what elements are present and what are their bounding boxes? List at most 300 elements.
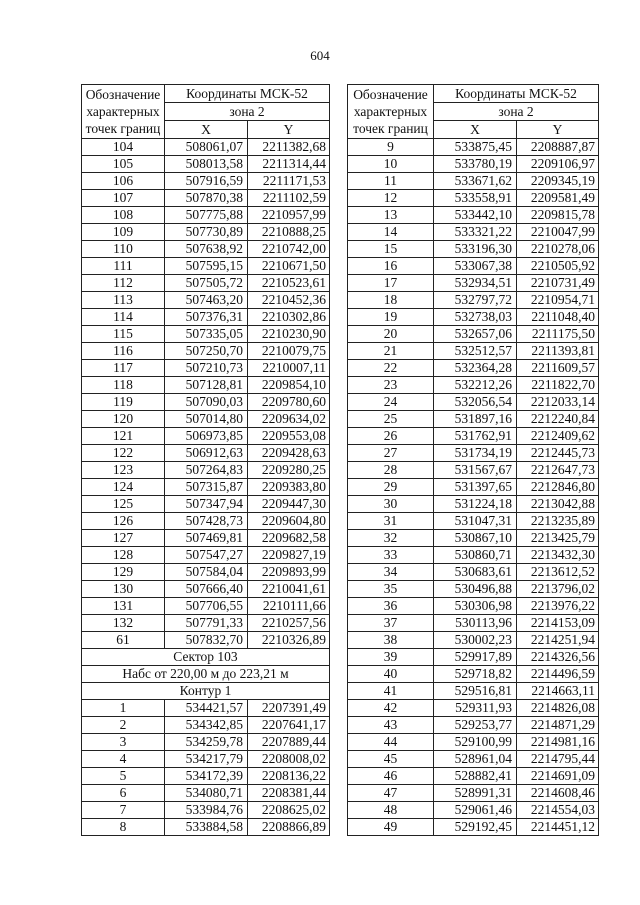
point-id: 121 [82, 428, 165, 445]
table-row [348, 360, 599, 377]
table-row [82, 564, 330, 581]
y-value: 2209280,25 [248, 462, 330, 479]
x-value: 507376,31 [165, 309, 248, 326]
y-value: 2213796,02 [517, 581, 599, 598]
table-row [82, 615, 330, 632]
y-value: 2209604,80 [248, 513, 330, 530]
designation-header [348, 85, 434, 139]
table-row [82, 496, 330, 513]
point-id: 38 [348, 632, 434, 649]
y-value: 2208887,87 [517, 139, 599, 156]
y-value: 2213235,89 [517, 513, 599, 530]
table-row [82, 802, 330, 819]
table-row [82, 292, 330, 309]
table-row [348, 768, 599, 785]
point-id: 48 [348, 802, 434, 819]
coords-header-title: Координаты МСК-52 [165, 85, 330, 103]
point-id: 108 [82, 207, 165, 224]
y-value: 2211048,40 [517, 309, 599, 326]
table-row [348, 258, 599, 275]
table-header-right [348, 85, 599, 139]
point-id: 106 [82, 173, 165, 190]
point-id: 116 [82, 343, 165, 360]
table-row [82, 530, 330, 547]
x-value: 507505,72 [165, 275, 248, 292]
point-id: 44 [348, 734, 434, 751]
y-value: 2214795,44 [517, 751, 599, 768]
point-id: 28 [348, 462, 434, 479]
x-value: 533196,30 [434, 241, 517, 258]
point-id: 122 [82, 445, 165, 462]
point-id: 110 [82, 241, 165, 258]
point-id: 16 [348, 258, 434, 275]
x-value: 534217,79 [165, 751, 248, 768]
x-value: 533884,58 [165, 819, 248, 836]
y-value: 2210257,56 [248, 615, 330, 632]
point-id: 22 [348, 360, 434, 377]
x-value: 507916,59 [165, 173, 248, 190]
x-value: 529253,77 [434, 717, 517, 734]
x-value: 530306,98 [434, 598, 517, 615]
y-value: 2213976,22 [517, 598, 599, 615]
designation-header-line: точек границ [353, 121, 428, 136]
coordinates-table-left [81, 84, 330, 836]
designation-header-line: характерных [353, 104, 428, 119]
x-value: 507469,81 [165, 530, 248, 547]
point-id: 124 [82, 479, 165, 496]
x-value: 529516,81 [434, 683, 517, 700]
y-value: 2214451,12 [517, 819, 599, 836]
table-row [348, 581, 599, 598]
table-row [82, 190, 330, 207]
point-id: 31 [348, 513, 434, 530]
x-value: 532056,54 [434, 394, 517, 411]
x-value: 533671,62 [434, 173, 517, 190]
point-id: 117 [82, 360, 165, 377]
table-row [82, 513, 330, 530]
point-id: 130 [82, 581, 165, 598]
table-row [82, 394, 330, 411]
table-row [82, 768, 330, 785]
x-value: 507128,81 [165, 377, 248, 394]
point-id: 113 [82, 292, 165, 309]
table-row [348, 683, 599, 700]
x-value: 508061,07 [165, 139, 248, 156]
point-id: 118 [82, 377, 165, 394]
point-id: 11 [348, 173, 434, 190]
point-id: 6 [82, 785, 165, 802]
y-value: 2214496,59 [517, 666, 599, 683]
point-id: 3 [82, 734, 165, 751]
x-value: 529192,45 [434, 819, 517, 836]
table-row [82, 462, 330, 479]
table-row [82, 309, 330, 326]
x-value: 533780,19 [434, 156, 517, 173]
point-id: 105 [82, 156, 165, 173]
point-id: 40 [348, 666, 434, 683]
point-id: 43 [348, 717, 434, 734]
x-value: 530496,88 [434, 581, 517, 598]
y-value: 2210047,99 [517, 224, 599, 241]
y-value: 2213612,52 [517, 564, 599, 581]
table-row [348, 343, 599, 360]
x-value: 533442,10 [434, 207, 517, 224]
y-value: 2210671,50 [248, 258, 330, 275]
designation-header-line: точек границ [85, 121, 161, 136]
y-value: 2212846,80 [517, 479, 599, 496]
x-value: 533067,38 [434, 258, 517, 275]
x-value: 507264,83 [165, 462, 248, 479]
point-id: 10 [348, 156, 434, 173]
table-row [348, 700, 599, 717]
table-row [82, 751, 330, 768]
table-row [348, 751, 599, 768]
point-id: 104 [82, 139, 165, 156]
table-row [82, 632, 330, 649]
point-id: 23 [348, 377, 434, 394]
table-row [348, 513, 599, 530]
point-id: 13 [348, 207, 434, 224]
y-value: 2210452,36 [248, 292, 330, 309]
x-value: 507832,70 [165, 632, 248, 649]
left-rows-a [82, 139, 330, 649]
y-value: 2212647,73 [517, 462, 599, 479]
point-id: 114 [82, 309, 165, 326]
table-row [82, 785, 330, 802]
y-value: 2214153,09 [517, 615, 599, 632]
table-row [348, 224, 599, 241]
y-value: 2211171,53 [248, 173, 330, 190]
table-row [348, 173, 599, 190]
y-value: 2212409,62 [517, 428, 599, 445]
point-id: 35 [348, 581, 434, 598]
table-row [82, 377, 330, 394]
x-value: 528961,04 [434, 751, 517, 768]
table-row [82, 326, 330, 343]
y-value: 2209815,78 [517, 207, 599, 224]
nabs-label: Набс от 220,00 м до 223,21 м [82, 666, 330, 683]
point-id: 27 [348, 445, 434, 462]
table-row [348, 785, 599, 802]
point-id: 19 [348, 309, 434, 326]
left-rows-b [82, 700, 330, 836]
x-value: 507014,80 [165, 411, 248, 428]
table-row [82, 207, 330, 224]
y-value: 2209893,99 [248, 564, 330, 581]
x-value: 507210,73 [165, 360, 248, 377]
table-row [82, 360, 330, 377]
point-id: 129 [82, 564, 165, 581]
table-row [348, 394, 599, 411]
point-id: 15 [348, 241, 434, 258]
point-id: 7 [82, 802, 165, 819]
y-value: 2210888,25 [248, 224, 330, 241]
designation-header-line: Обозначение [353, 87, 428, 102]
y-value: 2208008,02 [248, 751, 330, 768]
x-value: 529917,89 [434, 649, 517, 666]
y-value: 2210041,61 [248, 581, 330, 598]
point-id: 9 [348, 139, 434, 156]
table-row [348, 207, 599, 224]
y-value: 2208136,22 [248, 768, 330, 785]
designation-header [82, 85, 165, 139]
point-id: 42 [348, 700, 434, 717]
x-value: 507638,92 [165, 241, 248, 258]
y-value: 2213042,88 [517, 496, 599, 513]
sector-label: Сектор 103 [82, 649, 330, 666]
table-row [82, 156, 330, 173]
x-value: 534421,57 [165, 700, 248, 717]
table-row [82, 139, 330, 156]
y-value: 2214663,11 [517, 683, 599, 700]
x-value: 507315,87 [165, 479, 248, 496]
y-value: 2210111,66 [248, 598, 330, 615]
x-value: 532364,28 [434, 360, 517, 377]
x-value: 507666,40 [165, 581, 248, 598]
point-id: 115 [82, 326, 165, 343]
x-value: 533984,76 [165, 802, 248, 819]
point-id: 123 [82, 462, 165, 479]
y-value: 2207889,44 [248, 734, 330, 751]
point-id: 4 [82, 751, 165, 768]
point-id: 39 [348, 649, 434, 666]
table-row [348, 445, 599, 462]
coords-header-zone: зона 2 [165, 103, 330, 121]
y-value: 2209106,97 [517, 156, 599, 173]
point-id: 18 [348, 292, 434, 309]
x-value: 534259,78 [165, 734, 248, 751]
table-row [348, 598, 599, 615]
x-value: 529311,93 [434, 700, 517, 717]
y-value: 2210954,71 [517, 292, 599, 309]
point-id: 111 [82, 258, 165, 275]
y-value: 2210230,90 [248, 326, 330, 343]
designation-header-line: Обозначение [85, 87, 161, 102]
x-value: 530683,61 [434, 564, 517, 581]
table-row [348, 428, 599, 445]
table-row [348, 666, 599, 683]
x-value: 532738,03 [434, 309, 517, 326]
y-value: 2210079,75 [248, 343, 330, 360]
x-value: 533321,22 [434, 224, 517, 241]
x-value: 507090,03 [165, 394, 248, 411]
table-row [348, 377, 599, 394]
x-value: 531224,18 [434, 496, 517, 513]
x-value: 508013,58 [165, 156, 248, 173]
table-row [82, 700, 330, 717]
point-id: 17 [348, 275, 434, 292]
contour-label: Контур 1 [82, 683, 330, 700]
table-row [82, 479, 330, 496]
y-value: 2209581,49 [517, 190, 599, 207]
table-row [82, 581, 330, 598]
x-value: 534172,39 [165, 768, 248, 785]
x-value: 507428,73 [165, 513, 248, 530]
y-value: 2209634,02 [248, 411, 330, 428]
point-id: 29 [348, 479, 434, 496]
x-value: 507250,70 [165, 343, 248, 360]
y-value: 2210278,06 [517, 241, 599, 258]
y-value: 2214554,03 [517, 802, 599, 819]
coords-header-zone: зона 2 [434, 103, 599, 121]
point-id: 30 [348, 496, 434, 513]
point-id: 25 [348, 411, 434, 428]
table-row [348, 139, 599, 156]
x-value: 506973,85 [165, 428, 248, 445]
y-value: 2209553,08 [248, 428, 330, 445]
table-row [82, 343, 330, 360]
point-id: 131 [82, 598, 165, 615]
y-value: 2214981,16 [517, 734, 599, 751]
y-value: 2211609,57 [517, 360, 599, 377]
x-value: 530860,71 [434, 547, 517, 564]
point-id: 24 [348, 394, 434, 411]
table-row [82, 241, 330, 258]
y-value: 2212240,84 [517, 411, 599, 428]
table-row [348, 632, 599, 649]
sector-section [82, 649, 330, 700]
x-value: 532212,26 [434, 377, 517, 394]
coords-header-title: Координаты МСК-52 [434, 85, 599, 103]
y-value: 2211822,70 [517, 377, 599, 394]
table-row [348, 819, 599, 836]
table-row [348, 411, 599, 428]
point-id: 125 [82, 496, 165, 513]
table-row [82, 258, 330, 275]
table-row [348, 190, 599, 207]
y-value: 2210957,99 [248, 207, 330, 224]
point-id: 120 [82, 411, 165, 428]
point-id: 8 [82, 819, 165, 836]
y-column-header: Y [248, 121, 330, 139]
x-value: 530113,96 [434, 615, 517, 632]
table-row [348, 241, 599, 258]
y-column-header: Y [517, 121, 599, 139]
point-id: 128 [82, 547, 165, 564]
y-value: 2209345,19 [517, 173, 599, 190]
x-value: 534080,71 [165, 785, 248, 802]
table-row [348, 292, 599, 309]
y-value: 2208625,02 [248, 802, 330, 819]
point-id: 112 [82, 275, 165, 292]
table-row [348, 649, 599, 666]
point-id: 41 [348, 683, 434, 700]
point-id: 12 [348, 190, 434, 207]
point-id: 36 [348, 598, 434, 615]
y-value: 2211175,50 [517, 326, 599, 343]
point-id: 47 [348, 785, 434, 802]
x-value: 507347,94 [165, 496, 248, 513]
x-value: 507463,20 [165, 292, 248, 309]
y-value: 2210742,00 [248, 241, 330, 258]
x-value: 507584,04 [165, 564, 248, 581]
table-row [82, 445, 330, 462]
y-value: 2208866,89 [248, 819, 330, 836]
y-value: 2209682,58 [248, 530, 330, 547]
y-value: 2211314,44 [248, 156, 330, 173]
table-row [348, 564, 599, 581]
table-row [348, 734, 599, 751]
x-value: 533875,45 [434, 139, 517, 156]
x-value: 532657,06 [434, 326, 517, 343]
table-row [82, 275, 330, 292]
point-id: 32 [348, 530, 434, 547]
y-value: 2214326,56 [517, 649, 599, 666]
y-value: 2212445,73 [517, 445, 599, 462]
table-row [82, 428, 330, 445]
point-id: 109 [82, 224, 165, 241]
page-number: 604 [310, 48, 330, 63]
x-value: 528991,31 [434, 785, 517, 802]
table-header-left [82, 85, 330, 139]
x-value: 507706,55 [165, 598, 248, 615]
point-id: 46 [348, 768, 434, 785]
x-value: 532512,57 [434, 343, 517, 360]
point-id: 34 [348, 564, 434, 581]
y-value: 2211382,68 [248, 139, 330, 156]
x-column-header: X [165, 121, 248, 139]
y-value: 2213425,79 [517, 530, 599, 547]
point-id: 5 [82, 768, 165, 785]
y-value: 2210505,92 [517, 258, 599, 275]
y-value: 2214691,09 [517, 768, 599, 785]
table-row [348, 156, 599, 173]
x-value: 530867,10 [434, 530, 517, 547]
point-id: 49 [348, 819, 434, 836]
x-column-header: X [434, 121, 517, 139]
x-value: 532934,51 [434, 275, 517, 292]
point-id: 33 [348, 547, 434, 564]
y-value: 2213432,30 [517, 547, 599, 564]
table-row [82, 547, 330, 564]
x-value: 507595,15 [165, 258, 248, 275]
y-value: 2207391,49 [248, 700, 330, 717]
x-value: 531397,65 [434, 479, 517, 496]
y-value: 2214871,29 [517, 717, 599, 734]
y-value: 2214251,94 [517, 632, 599, 649]
y-value: 2210302,86 [248, 309, 330, 326]
y-value: 2214826,08 [517, 700, 599, 717]
table-row [82, 819, 330, 836]
x-value: 507870,38 [165, 190, 248, 207]
x-value: 531897,16 [434, 411, 517, 428]
x-value: 531762,91 [434, 428, 517, 445]
y-value: 2210523,61 [248, 275, 330, 292]
right-rows [348, 139, 599, 836]
table-row [348, 496, 599, 513]
y-value: 2208381,44 [248, 785, 330, 802]
y-value: 2210731,49 [517, 275, 599, 292]
x-value: 531567,67 [434, 462, 517, 479]
coordinates-table-right [347, 84, 599, 836]
y-value: 2209854,10 [248, 377, 330, 394]
point-id: 45 [348, 751, 434, 768]
designation-header-line: характерных [86, 104, 160, 119]
point-id: 14 [348, 224, 434, 241]
y-value: 2207641,17 [248, 717, 330, 734]
table-row [82, 173, 330, 190]
x-value: 506912,63 [165, 445, 248, 462]
table-row [348, 275, 599, 292]
table-row [348, 802, 599, 819]
x-value: 507775,88 [165, 207, 248, 224]
point-id: 126 [82, 513, 165, 530]
table-row [348, 615, 599, 632]
point-id: 21 [348, 343, 434, 360]
table-row [348, 309, 599, 326]
x-value: 507730,89 [165, 224, 248, 241]
y-value: 2209827,19 [248, 547, 330, 564]
